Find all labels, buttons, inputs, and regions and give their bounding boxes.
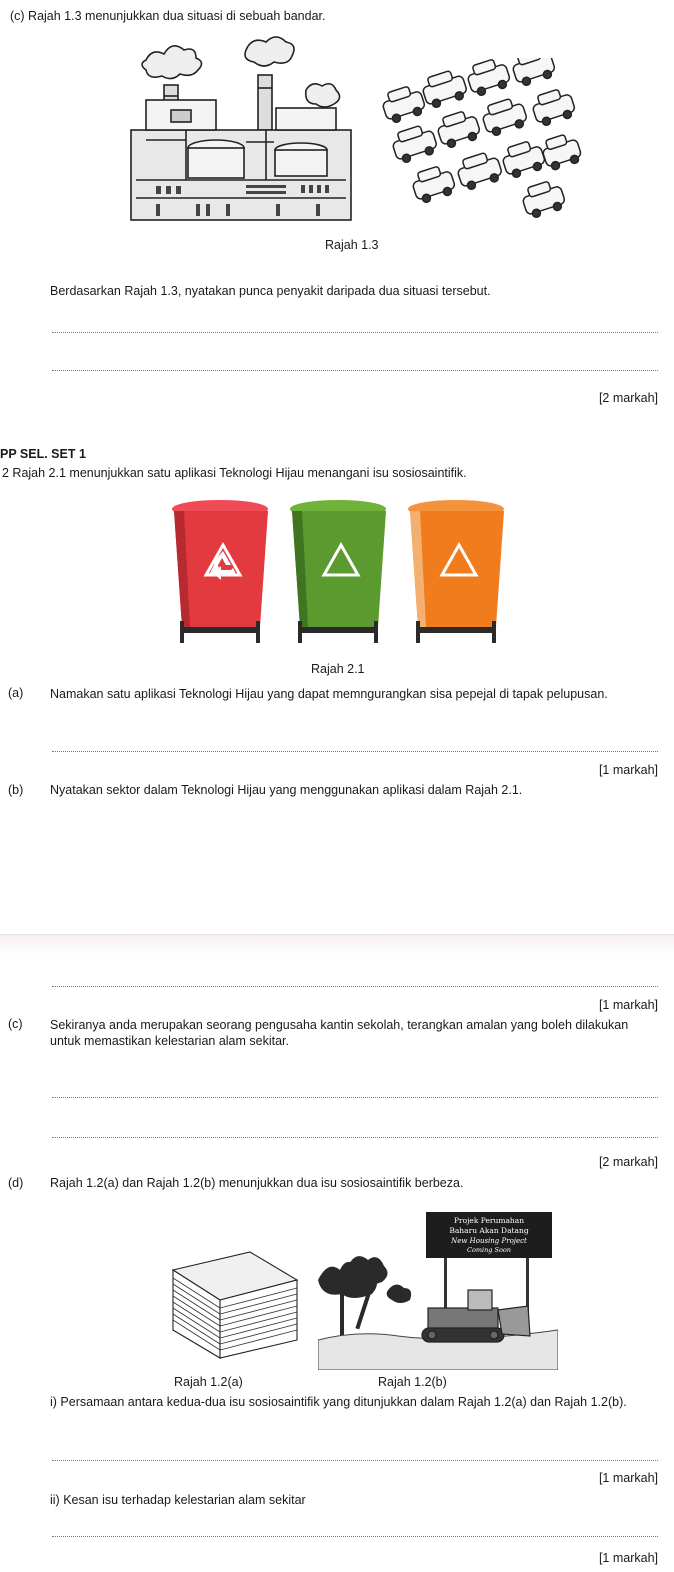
q2-intro: 2 Rajah 2.1 menunjukkan satu aplikasi Teknologi Hijau menangani isu sosiosaintifik. — [2, 466, 467, 480]
answer-line[interactable] — [52, 1137, 658, 1138]
sign-text: Coming Soon — [466, 1246, 512, 1254]
recycle-bins-illustration — [168, 495, 518, 655]
q2b-label: (b) — [8, 783, 24, 797]
q2d-ii-marks: [1 markah] — [598, 1551, 658, 1565]
sign-text: New Housing Project — [451, 1237, 527, 1245]
figure-label-1-2b: Rajah 1.2(b) — [378, 1375, 447, 1389]
bulldozer — [422, 1290, 530, 1342]
q2c-question: Sekiranya anda merupakan seorang pengusaha kantin sekolah, terangkan amalan yang boleh dilakukan untuk memastikan kelestarian alam sekitar. — [50, 1018, 629, 1048]
q2a-marks: [1 markah] — [598, 763, 658, 777]
answer-line[interactable] — [52, 370, 658, 371]
page-break — [0, 934, 674, 956]
q2d-question: Rajah 1.2(a) dan Rajah 1.2(b) menunjukkan dua isu sosiosaintifik berbeza. — [50, 1176, 464, 1190]
q2b-question: Nyatakan sektor dalam Teknologi Hijau yang menggunakan aplikasi dalam Rajah 2.1. — [50, 783, 523, 797]
figure-label-1-3: Rajah 1.3 — [325, 238, 379, 252]
q2c-marks: [2 markah] — [598, 1155, 658, 1169]
answer-line[interactable] — [52, 986, 658, 987]
q2c-label: (c) — [8, 1017, 23, 1031]
q1c-intro: (c) Rajah 1.3 menunjukkan dua situasi di sebuah bandar. — [10, 9, 326, 23]
answer-line[interactable] — [52, 1097, 658, 1098]
answer-line[interactable] — [52, 751, 658, 752]
section-title: PP SEL. SET 1 — [0, 447, 86, 461]
q2d-ii-question: ii) Kesan isu terhadap kelestarian alam sekitar — [50, 1493, 306, 1507]
q2d-i-marks: [1 markah] — [598, 1471, 658, 1485]
q2d-label: (d) — [8, 1176, 24, 1190]
sign-text: Baharu Akan Datang — [449, 1226, 529, 1235]
answer-line[interactable] — [52, 1460, 658, 1461]
q1c-question: Berdasarkan Rajah 1.3, nyatakan punca penyakit daripada dua situasi tersebut. — [50, 284, 491, 298]
factory-illustration — [126, 30, 356, 225]
paper-stack-illustration — [165, 1250, 305, 1365]
q1c-marks: [2 markah] — [598, 391, 658, 405]
deforestation-illustration — [318, 1210, 558, 1370]
trees — [318, 1256, 411, 1340]
answer-line[interactable] — [52, 332, 658, 333]
q2d-i-question: i) Persamaan antara kedua-dua isu sosiosaintifik yang ditunjukkan dalam Rajah 1.2(a) dan Rajah 1.2(b). — [50, 1395, 627, 1409]
q2a-label: (a) — [8, 686, 24, 700]
q2b-marks: [1 markah] — [598, 998, 658, 1012]
q2a-question: Namakan satu aplikasi Teknologi Hijau yang dapat memngurangkan sisa pepejal di tapak pelupusan. — [50, 687, 608, 701]
sign-text: Projek Perumahan — [453, 1216, 525, 1225]
figure-label-2-1: Rajah 2.1 — [311, 662, 365, 676]
answer-line[interactable] — [52, 1536, 658, 1537]
traffic-jam-illustration — [372, 58, 587, 228]
figure-label-1-2a: Rajah 1.2(a) — [174, 1375, 243, 1389]
